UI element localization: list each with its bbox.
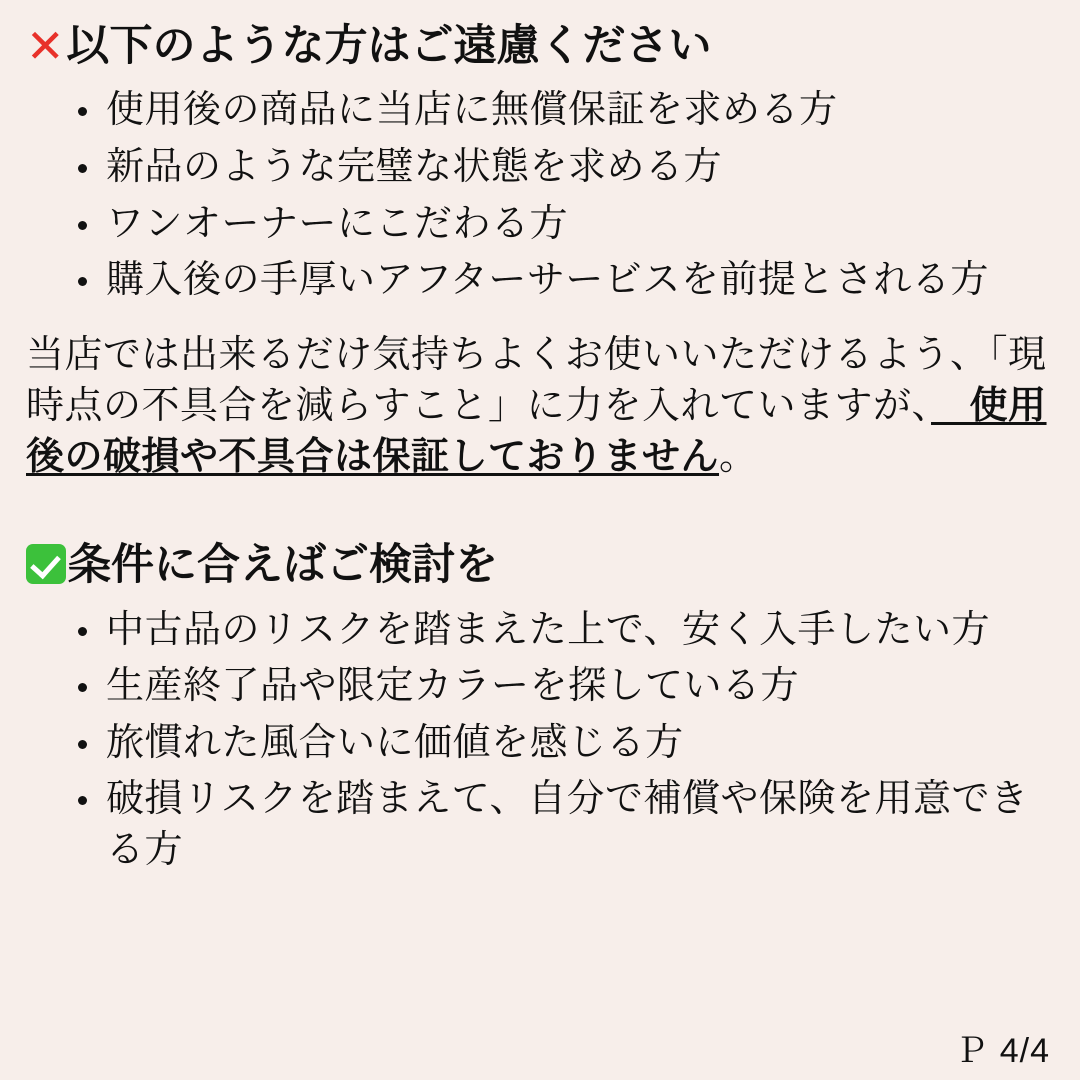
list-item: ワンオーナーにこだわる方: [72, 199, 1054, 250]
list-item: 新品のような完璧な状態を求める方: [72, 142, 1054, 193]
list-item: 使用後の商品に当店に無償保証を求める方: [72, 85, 1054, 136]
list-item: 生産終了品や限定カラーを探している方: [72, 661, 1054, 712]
warranty-note: [26, 330, 1054, 484]
list-item: 破損リスクを踏まえて、自分で補償や保険を用意できる方: [72, 774, 1054, 875]
warranty-note-emphasis: 使用後の破損や不具合は保証しておりません: [26, 384, 1047, 479]
section-avoid-heading: [26, 22, 1054, 71]
section-avoid-list: [26, 85, 1054, 305]
warranty-note-after: 。: [719, 436, 758, 479]
section-avoid-heading-text: 以下のような方はご遠慮ください: [66, 22, 712, 70]
section-consider: [26, 541, 1054, 875]
section-consider-heading-text: 条件に合えばご検討を: [68, 541, 498, 590]
red-cross-mark-icon: ✕: [26, 20, 65, 72]
list-item: 中古品のリスクを踏まえた上で、安く入手したい方: [72, 605, 1054, 656]
section-consider-list: [26, 605, 1054, 876]
green-check-mark-icon: [26, 544, 66, 584]
warranty-note-before: 当店では出来るだけ気持ちよくお使いいただけるよう、「現時点の不具合を減らすこと」に力を入れていますが、: [26, 333, 1047, 427]
page-number: Ｐ 4/4: [954, 1032, 1050, 1070]
section-consider-heading: [26, 541, 1054, 590]
list-item: 購入後の手厚いアフターサービスを前提とされる方: [72, 255, 1054, 306]
list-item: 旅慣れた風合いに価値を感じる方: [72, 718, 1054, 769]
